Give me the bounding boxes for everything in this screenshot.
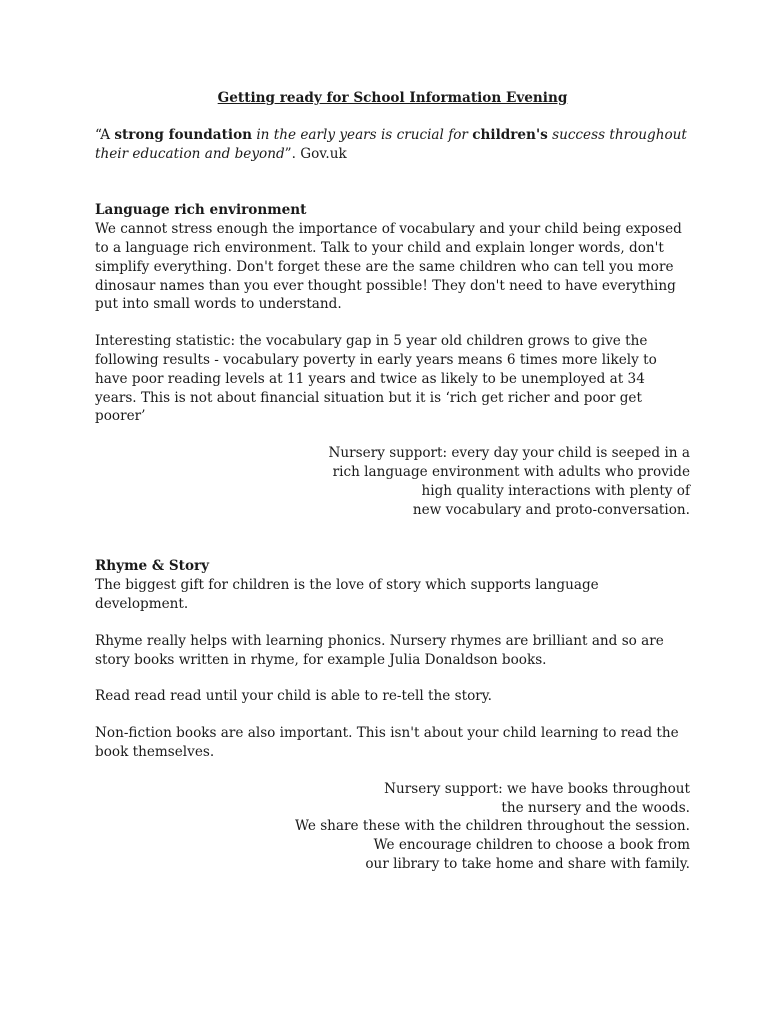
quote-italic-1: in the early years is crucial for xyxy=(252,126,473,143)
rhyme-support-line: the nursery and the woods. xyxy=(501,799,690,816)
quote-open: “A xyxy=(95,126,115,143)
gov-quote xyxy=(95,126,690,164)
language-support-line: high quality interactions with plenty of xyxy=(421,482,690,499)
rhyme-paragraph-4: Non-fiction books are also important. This isn't about your child learning to read the book themselves. xyxy=(95,725,679,760)
rhyme-paragraph-2: Rhyme really helps with learning phonics. Nursery rhymes are brilliant and so are story books written in rhyme, for example Julia Donaldson books. xyxy=(95,632,664,668)
language-paragraph: We cannot stress enough the importance of vocabulary and your child being exposed to a language rich environment. Talk to your child and explain longer words, don't simplify everything. Don't forget these are the same children who can tell you more dinosaur names than you ever thought possible! They don't need to have everything put into small words to understand. xyxy=(95,221,682,313)
rhyme-support-line: Nursery support: we have books throughout xyxy=(384,780,690,797)
quote-italic-2: success throughout their education and beyond xyxy=(95,126,687,162)
language-support-line: new vocabulary and proto-conversation. xyxy=(412,501,690,518)
quote-strong-1: strong foundation xyxy=(114,126,253,143)
rhyme-paragraph-1: The biggest gift for children is the love of story which supports language development. xyxy=(95,577,599,612)
rhyme-support-line: We share these with the children throughout the session. xyxy=(294,818,690,835)
rhyme-support-line: our library to take home and share with family. xyxy=(365,855,690,872)
rhyme-support-line: We encourage children to choose a book from xyxy=(373,837,690,854)
section-heading-rhyme: Rhyme & Story xyxy=(95,558,210,575)
quote-source: ”. Gov.uk xyxy=(284,145,347,162)
quote-strong-2: children's xyxy=(472,126,548,143)
rhyme-paragraph-3: Read read read until your child is able to re-tell the story. xyxy=(95,688,492,705)
statistic-paragraph: Interesting statistic: the vocabulary gap in 5 year old children grows to give the following results - vocabulary poverty in early years means 6 times more likely to have poor reading levels at 11 years and twice as likely to be unemployed at 34 years. This is not about financial situation but it is ‘rich get richer and poor get poorer’ xyxy=(95,333,657,425)
page-title: Getting ready for School Information Evening xyxy=(217,90,568,106)
section-heading-language: Language rich environment xyxy=(95,202,307,219)
language-nursery-support xyxy=(95,444,690,519)
language-support-line: Nursery support: every day your child is seeped in a xyxy=(328,445,690,462)
language-support-line: rich language environment with adults who provide xyxy=(332,463,690,480)
rhyme-nursery-support xyxy=(95,780,690,874)
